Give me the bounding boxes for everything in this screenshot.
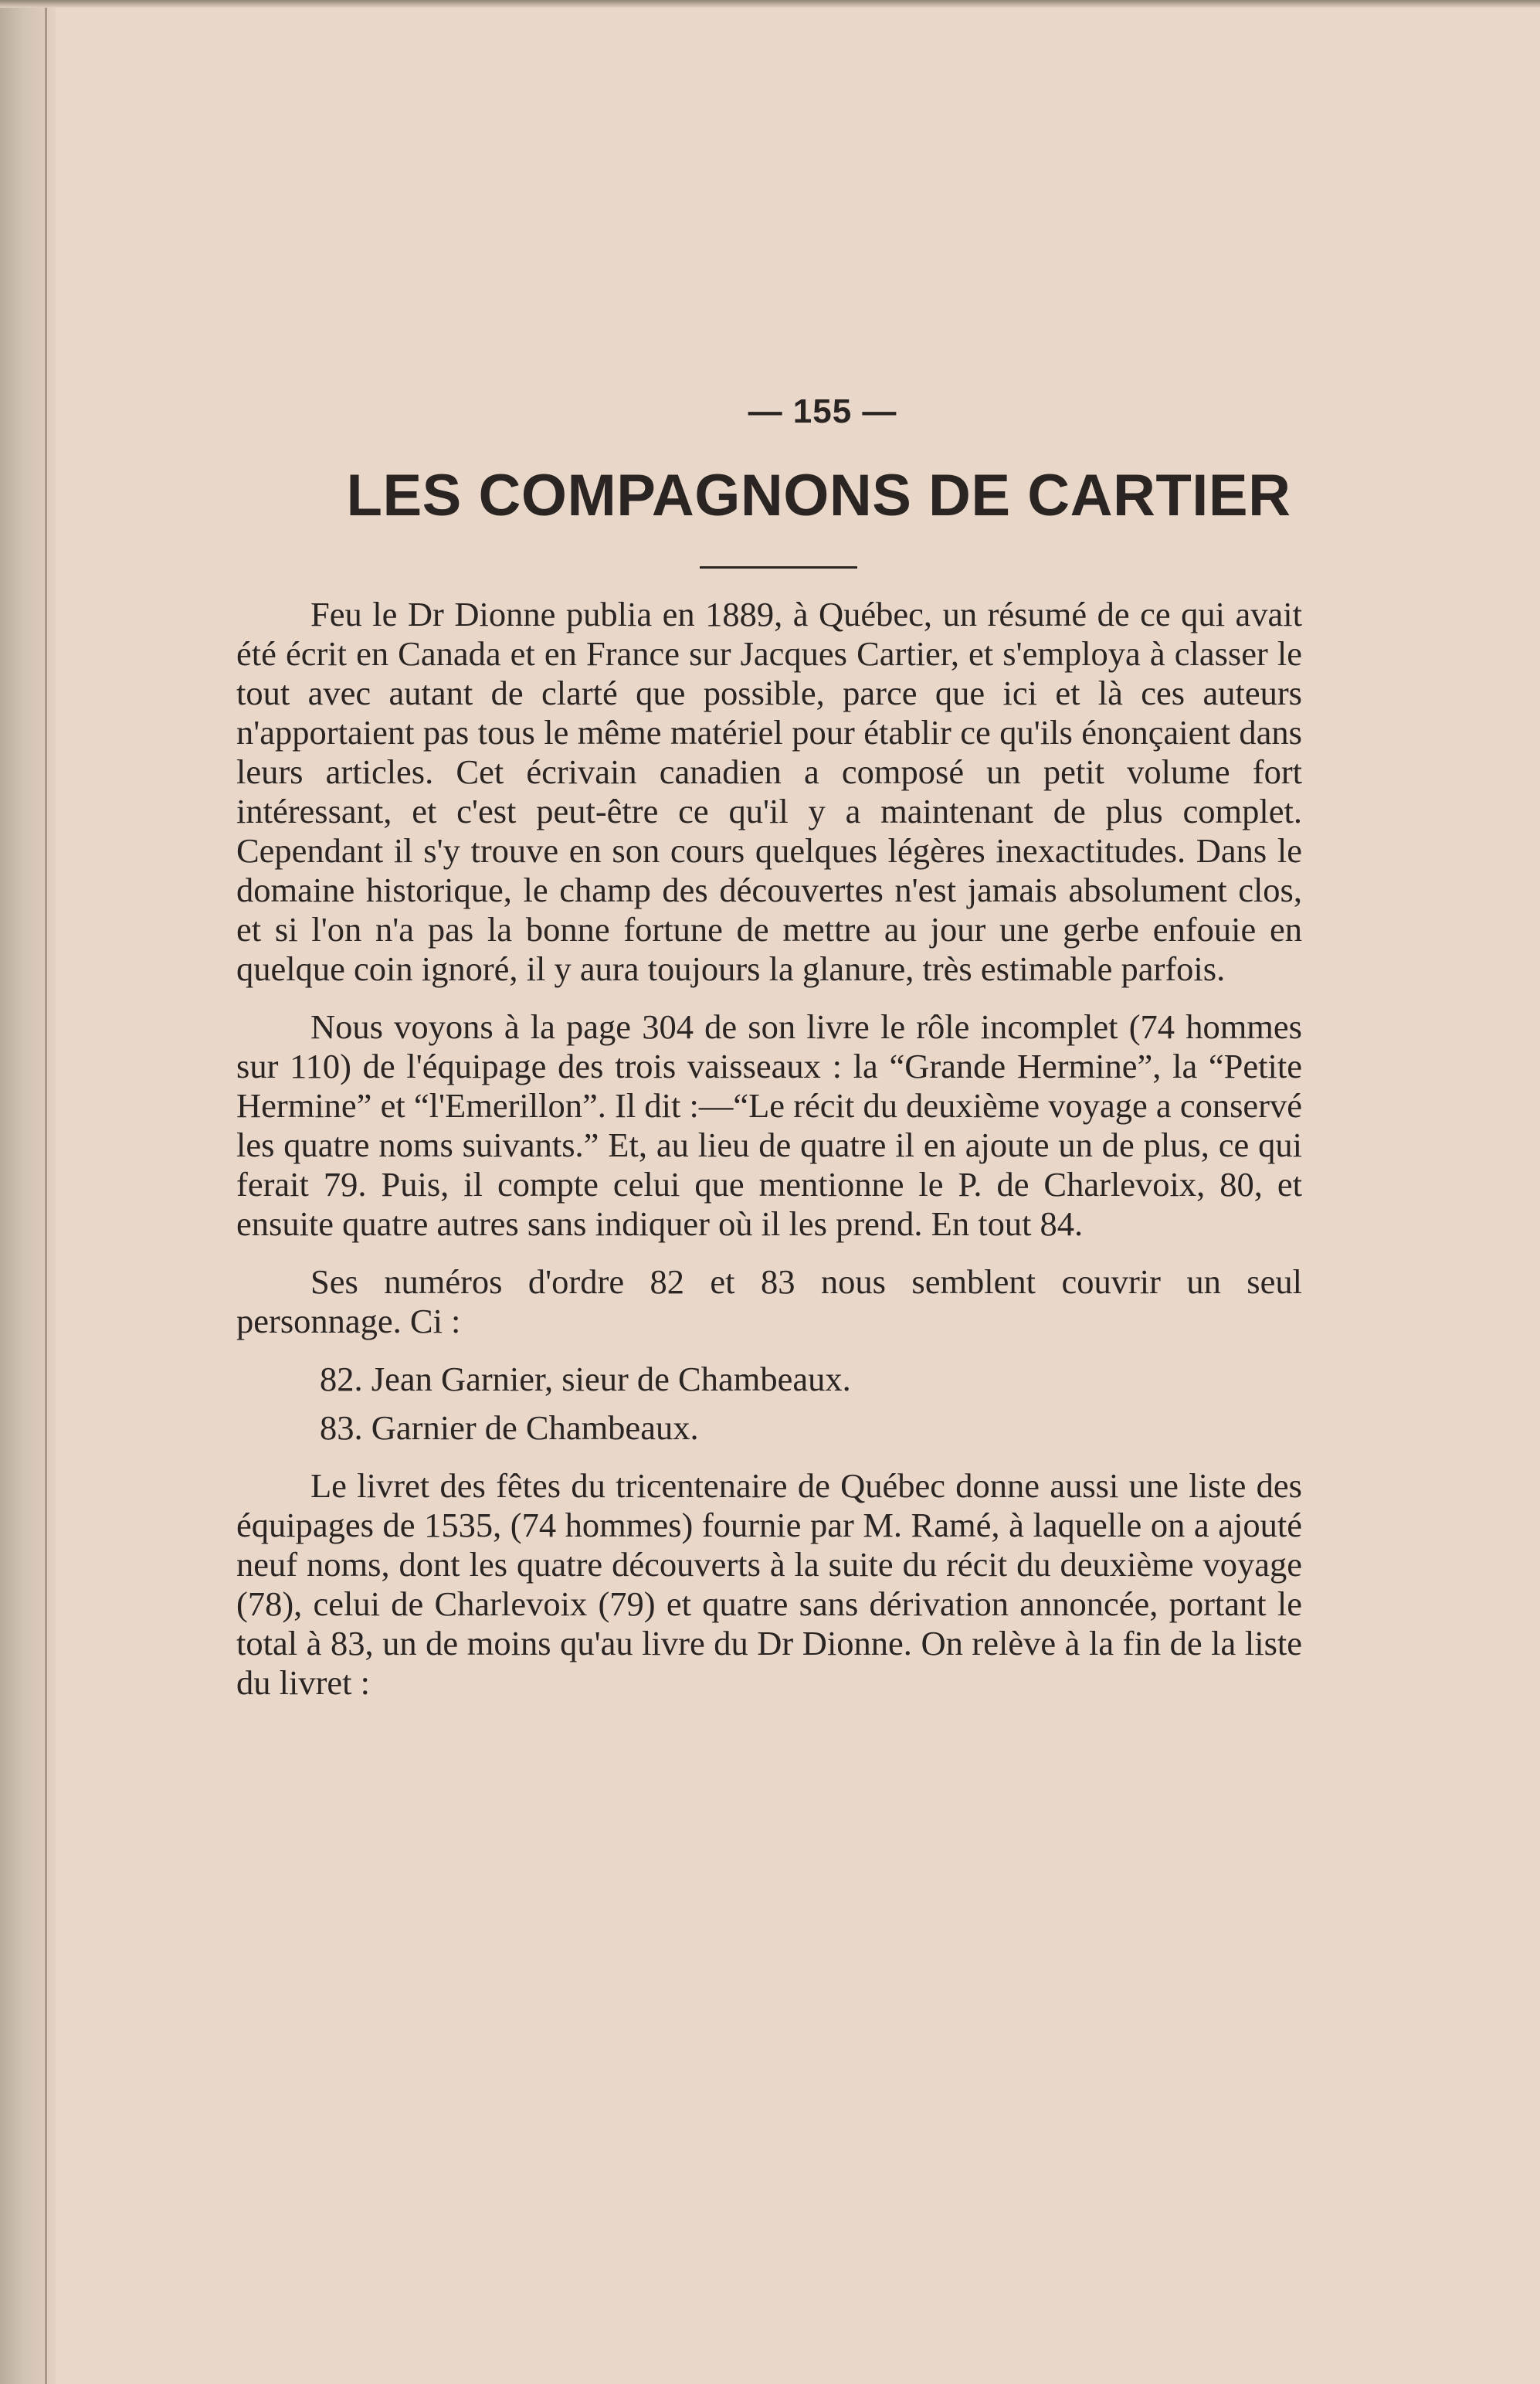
paragraph-3: Ses numéros d'ordre 82 et 83 nous semblent couvrir un seul personnage. Ci : [236,1262,1302,1340]
paragraph-1: Feu le Dr Dionne publia en 1889, à Québec, un résumé de ce qui avait été écrit en Canada et en France sur Jacques Cartier, et s'employa à classer le tout avec autant de clarté que possible, parce que ici et là ces auteurs n'apportaient pas tous le même matériel pour établir ce qu'ils énonçaient dans leurs articles. Cet écrivain canadien a composé un petit volume fort intéressant, et c'est peut-être ce qu'il y a maintenant de plus complet. Cependant il s'y trouve en son cours quelques légères inexactitudes. Dans le domaine historique, le champ des découvertes n'est jamais absolument clos, et si l'on n'a pas la bonne fortune de mettre au jour une gerbe enfouie en quelque coin ignoré, il y aura toujours la glanure, très estimable parfois. [236,595,1302,988]
paragraph-2: Nous voyons à la page 304 de son livre le rôle incomplet (74 hommes sur 110) de l'équipage des trois vaisseaux : la “Grande Hermine”, la “Petite Hermine” et “l'Emerillon”. Il dit :—“Le récit du deuxième voyage a conservé les quatre noms suivants.” Et, au lieu de quatre il en ajoute un de plus, ce qui ferait 79. Puis, il compte celui que mentionne le P. de Charlevoix, 80, et ensuite quatre autres sans indiquer où il les prend. En tout 84. [236,1007,1302,1243]
article-body [236,595,1302,1721]
title-divider [700,566,857,569]
paragraph-4: Le livret des fêtes du tricentenaire de Québec donne aussi une liste des équipages de 1535, (74 hommes) fournie par M. Ramé, à laquelle on a ajouté neuf noms, dont les quatre découverts à la suite du récit du deuxième voyage (78), celui de Charlevoix (79) et quatre sans dérivation annoncée, portant le total à 83, un de moins qu'au livre du Dr Dionne. On relève à la fin de la liste du livret : [236,1466,1302,1702]
page-left-edge [0,0,56,2384]
page-title: LES COMPAGNONS DE CARTIER [346,463,1291,528]
page-top-edge [0,0,1540,8]
list-item-82: 82. Jean Garnier, sieur de Chambeaux. [320,1360,851,1398]
list-item-83: 83. Garnier de Chambeaux. [320,1408,699,1447]
page-number: — 155 — [748,392,897,430]
